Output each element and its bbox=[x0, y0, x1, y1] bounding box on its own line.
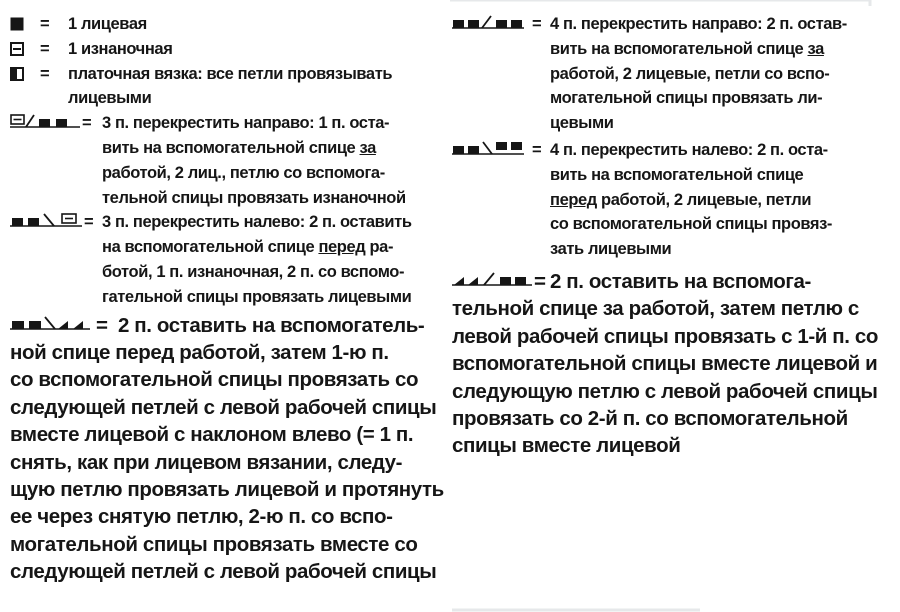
equals-sign: = bbox=[40, 39, 50, 58]
legend-entry-cross-left-3 bbox=[10, 210, 440, 309]
cross-right-3-icon bbox=[10, 114, 80, 128]
equals-sign: = bbox=[84, 213, 94, 232]
cross-left-4-icon bbox=[452, 141, 524, 155]
legend-entry-cross-right-dec bbox=[452, 268, 897, 460]
legend-text-cross-left-dec: 2 п. оставить на вспомогатель- bbox=[118, 313, 425, 337]
equals-sign: = bbox=[532, 140, 542, 159]
legend-entry-cross-left-4 bbox=[452, 138, 897, 262]
legend-line: на вспомогательной спице перед ра- bbox=[102, 238, 394, 257]
equals-sign: = bbox=[534, 269, 546, 293]
legend-entry-cross-right-3 bbox=[10, 111, 440, 210]
legend-line: перед работой, 2 лицевые, петли bbox=[550, 190, 812, 209]
legend-text-cross-left-4: 4 п. перекрестить налево: 2 п. оста- вить на вспомогательной спице перед работой, 2 лицевые, петли со вспомогательной спицы провяз- зать лицевыми bbox=[550, 140, 833, 259]
purl-square-icon bbox=[10, 42, 24, 56]
cross-left-dec-icon bbox=[10, 316, 90, 330]
legend-text-cross-left-dec-cont: ной спице перед работой, затем 1-ю п. со вспомогательной спицы провязать со следующей петлей с левой рабочей спицы вместе лицевой с наклоном влево (= 1 п. снять, как при лицевом вязании, следу- щую петлю провязать лицевой и протянуть ее через снятую петлю, 2-ю п. со вспо- могательной спицы провязать вместе со следующей петлей с левой рабочей спицы bbox=[10, 340, 444, 584]
legend-text-cross-right-4: 4 п. перекрестить направо: 2 п. остав- bbox=[550, 15, 847, 33]
legend-entry-cross-right-4 bbox=[452, 12, 897, 136]
legend-text-garter: платочная вязка: все петли провязывать лицевыми bbox=[68, 64, 393, 108]
legend-text-knit: 1 лицевая bbox=[68, 15, 147, 33]
equals-sign: = bbox=[532, 15, 542, 33]
legend-entry-knit bbox=[10, 12, 440, 37]
legend-right-column bbox=[452, 0, 897, 460]
legend-entry-cross-left-dec bbox=[10, 312, 444, 586]
cross-right-4-icon bbox=[452, 15, 524, 29]
equals-sign: = bbox=[40, 64, 50, 83]
legend-text-cross-left-3: 3 п. перекрестить налево: 2 п. оставить на вспомогательной спице перед ра- ботой, 1 п. изнаночная, 2 п. со вспомо- гательной спицы провязать лицевыми bbox=[102, 213, 412, 306]
underlined-word: за bbox=[807, 39, 824, 58]
equals-sign: = bbox=[82, 114, 92, 133]
legend-text-cross-right-dec-cont: тельной спице за работой, затем петлю с левой рабочей спицы провязать с 1-й п. со вспомогательной спицы вместе лицевой и следующую петлю с левой рабочей спицы провязать со 2-й п. со вспомогательной спицы вместе лицевой bbox=[452, 297, 878, 458]
underlined-word: перед bbox=[550, 190, 597, 209]
equals-sign: = bbox=[40, 15, 50, 33]
legend-text-cross-right-3: 3 п. перекрестить направо: 1 п. оста- вить на вспомогательной спице за работой, 2 лиц., петлю со вспомога- тельной спицы провязать изнаночной bbox=[102, 114, 406, 207]
legend-text-cross-right-4-cont: вить на вспомогательной спице за работой, 2 лицевые, петли со вспо- могательной спицы провязать ли- цевыми bbox=[550, 39, 830, 133]
cross-right-dec-icon bbox=[452, 272, 532, 286]
legend-entry-purl bbox=[10, 37, 440, 62]
legend-line: вить на вспомогательной спице за bbox=[550, 39, 824, 58]
equals-sign: = bbox=[96, 313, 108, 337]
legend-entry-garter bbox=[10, 62, 440, 112]
legend-text-cross-right-dec: 2 п. оставить на вспомога- bbox=[550, 269, 811, 293]
legend-left-column bbox=[10, 0, 444, 586]
garter-square-icon bbox=[10, 67, 24, 81]
legend-text-purl: 1 изнаночная bbox=[68, 39, 173, 58]
legend-line: вить на вспомогательной спице за bbox=[102, 138, 376, 157]
knit-square-icon bbox=[10, 17, 24, 31]
cross-left-3-icon bbox=[10, 213, 82, 227]
underlined-word: перед bbox=[318, 238, 366, 257]
underlined-word: за bbox=[359, 138, 376, 157]
